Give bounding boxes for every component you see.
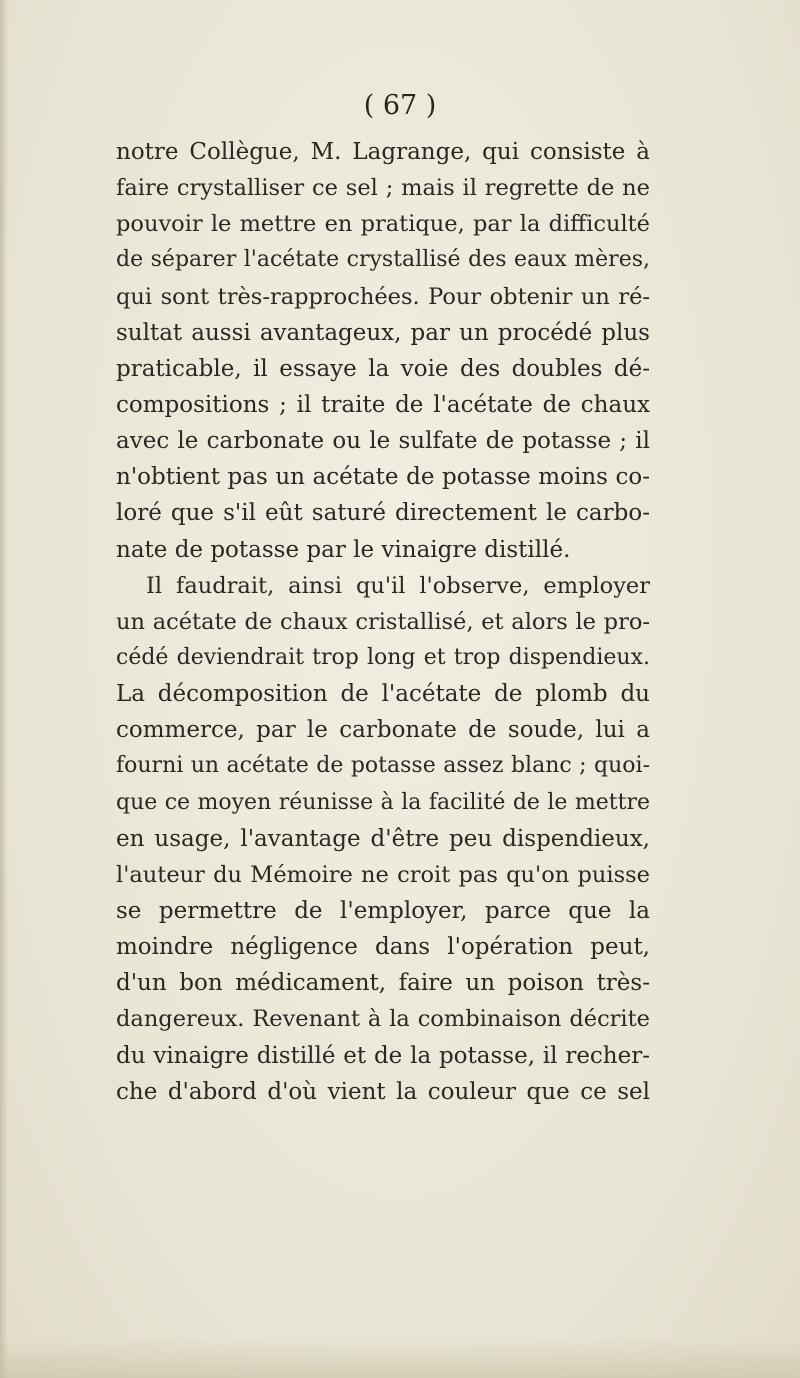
page-left-edge-shadow (0, 0, 8, 1378)
text-line: compositions ; il traite de l'acétate de chaux (116, 391, 650, 418)
text-line: che d'abord d'où vient la couleur que ce sel (116, 1078, 650, 1105)
text-line: se permettre de l'employer, parce que la (116, 897, 650, 924)
text-line: n'obtient pas un acétate de potasse moins co- (116, 464, 650, 491)
text-line: avec le carbonate ou le sulfate de potasse ; il (116, 428, 650, 455)
page-bottom-edge-shadow (0, 1338, 800, 1378)
text-line: sultat aussi avantageux, par un procédé plus (116, 319, 650, 346)
text-line: l'auteur du Mémoire ne croit pas qu'on puisse (116, 861, 650, 888)
text-line: faire crystalliser ce sel ; mais il regrette de ne (116, 175, 650, 202)
text-line: La décomposition de l'acétate de plomb du (116, 681, 650, 708)
text-line: praticable, il essaye la voie des doubles dé- (116, 355, 650, 382)
text-line: moindre négligence dans l'opération peut, (116, 934, 650, 961)
text-line: en usage, l'avantage d'être peu dispendieux, (116, 825, 650, 852)
text-line: pouvoir le mettre en pratique, par la difficulté (116, 211, 650, 238)
body-text (116, 134, 650, 1110)
text-line: de séparer l'acétate crystallisé des eaux mères, (116, 247, 650, 273)
text-line: qui sont très-rapprochées. Pour obtenir un ré- (116, 283, 650, 310)
text-line: d'un bon médicament, faire un poison très- (116, 970, 650, 997)
text-line: que ce moyen réunisse à la facilité de le mettre (116, 789, 650, 815)
paragraph-start-line: Il faudrait, ainsi qu'il l'observe, employer (146, 572, 650, 599)
text-line: cédé deviendrait trop long et trop dispendieux. (116, 644, 650, 670)
text-line: un acétate de chaux cristallisé, et alors le pro- (116, 608, 650, 635)
text-line: commerce, par le carbonate de soude, lui a (116, 717, 650, 744)
text-line: du vinaigre distillé et de la potasse, il recher- (116, 1042, 650, 1069)
page-number: ( 67 ) (363, 90, 437, 121)
text-line: fourni un acétate de potasse assez blanc ; quoi- (116, 753, 650, 779)
text-line: notre Collègue, M. Lagrange, qui consiste à (116, 139, 650, 165)
paragraph-end-line: nate de potasse par le vinaigre distillé. (116, 536, 571, 563)
text-line: dangereux. Revenant à la combinaison décrite (116, 1006, 650, 1033)
text-line: loré que s'il eût saturé directement le carbo- (116, 500, 650, 527)
